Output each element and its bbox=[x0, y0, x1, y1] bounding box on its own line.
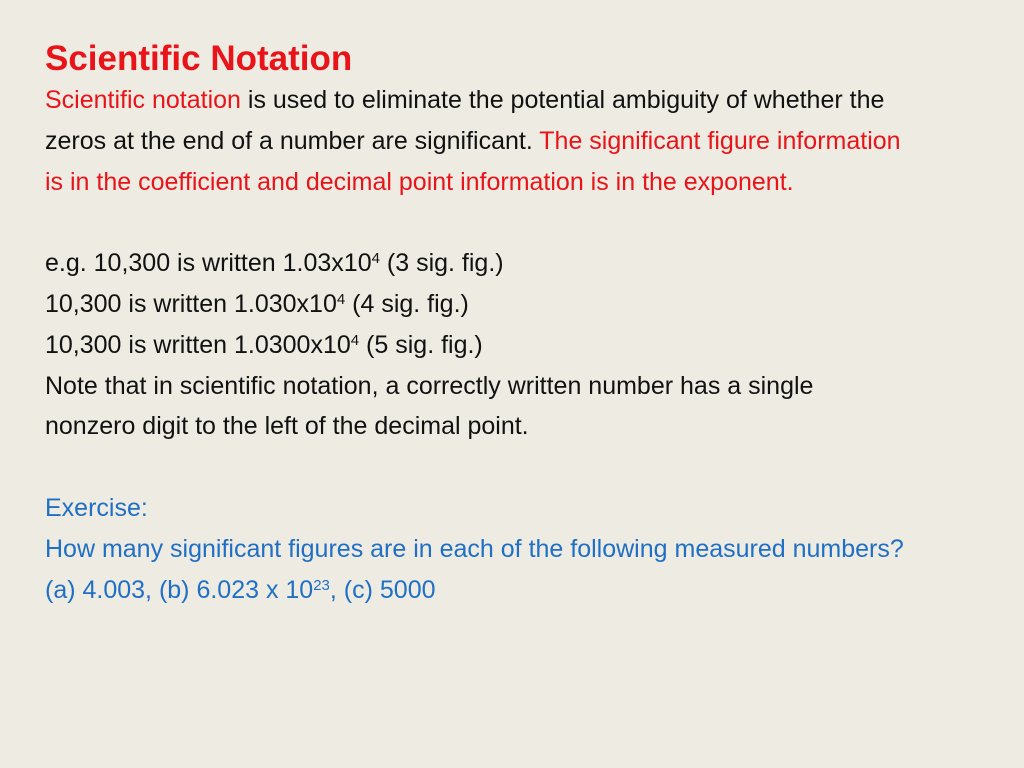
note-paragraph: Note that in scientific notation, a correctly written number has a single nonzero digit to the left of the decimal point. bbox=[45, 371, 814, 441]
exponent: 4 bbox=[350, 331, 360, 349]
example-sigfig: (3 sig. fig.) bbox=[379, 249, 504, 278]
term-scientific-notation: Scientific notation bbox=[45, 86, 241, 114]
example-line-3 bbox=[45, 325, 905, 366]
example-text: 10,300 is written 1.030x10 bbox=[45, 289, 337, 318]
intro-paragraph bbox=[45, 80, 905, 202]
blank-line bbox=[45, 447, 984, 488]
example-line-2 bbox=[45, 284, 905, 325]
slide-title: Scientific Notation bbox=[45, 39, 353, 78]
example-sigfig: (4 sig. fig.) bbox=[345, 289, 469, 318]
exponent: 23 bbox=[313, 576, 330, 594]
intro-highlight: The significant figure information is in the coefficient and decimal point information is in the exponent. bbox=[45, 126, 901, 196]
question-text-end: , (c) 5000 bbox=[329, 575, 436, 604]
exercise-heading: Exercise: bbox=[45, 493, 148, 522]
exponent: 4 bbox=[336, 290, 346, 308]
exercise-question bbox=[45, 529, 905, 611]
question-text: How many significant figures are in each of the following measured numbers? (a) 4.003, (b) 6.023 x 10 bbox=[45, 534, 904, 604]
intro-text: is used to eliminate the potential ambiguity of whether the zeros at the end of a number are significant. bbox=[45, 86, 885, 155]
exponent: 4 bbox=[371, 249, 380, 267]
blank-line bbox=[45, 202, 984, 243]
example-line-1 bbox=[45, 243, 905, 284]
example-sigfig: (5 sig. fig.) bbox=[359, 330, 483, 359]
example-text: e.g. 10,300 is written 1.03x10 bbox=[45, 249, 372, 278]
example-text: 10,300 is written 1.0300x10 bbox=[45, 330, 351, 359]
